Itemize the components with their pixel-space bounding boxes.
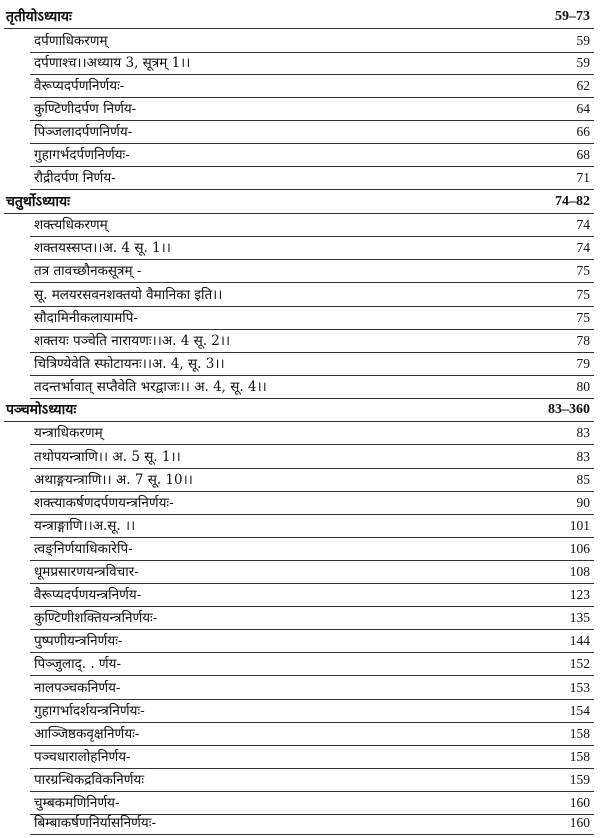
chapter-page-range: 59–73 (555, 9, 590, 24)
entry-page-number: 160 (569, 815, 590, 830)
entry-title: तदन्तर्भावात् सप्तैवेति भरद्वाजः।। अ. 4, सू. 4।। (34, 379, 267, 395)
chapter-heading (0, 191, 600, 214)
entry-page-number: 152 (569, 656, 590, 671)
entry-page-number: 75 (576, 287, 590, 302)
toc-entry (0, 376, 600, 399)
underline-rule (30, 189, 594, 190)
entry-page-number: 144 (569, 633, 590, 648)
entry-title: बिम्बाकर्षणनिर्यासनिर्णयः- (34, 815, 157, 831)
underline-rule (30, 675, 594, 676)
toc-entry (0, 330, 600, 353)
underline-rule (30, 282, 594, 283)
chapter-page-range: 83–360 (548, 402, 590, 417)
chapter-page-range: 74–82 (555, 194, 590, 209)
toc-entry (0, 561, 600, 584)
entry-page-number: 79 (576, 356, 590, 371)
toc-entry (0, 653, 600, 676)
toc-entry (0, 700, 600, 723)
entry-title: तथोपयन्त्राणि।। अ. 5 सू. 1।। (34, 449, 181, 465)
entry-title: वैरूप्यदर्पणनिर्णयः- (34, 78, 125, 94)
entry-title: चित्रिण्येवेति स्फोटायनः।।अ. 4, सू. 3।। (34, 356, 225, 372)
toc-entry (0, 746, 600, 769)
entry-title: पिञ्जुलाद्. . र्णय- (34, 656, 122, 672)
entry-page-number: 66 (576, 124, 590, 139)
entry-page-number: 85 (576, 472, 590, 487)
toc-entry (0, 30, 600, 53)
entry-page-number: 90 (576, 495, 590, 510)
toc-entry (0, 538, 600, 561)
entry-title: वैरूप्यदर्पणयन्त्रनिर्णय- (34, 587, 142, 603)
chapter-heading (0, 399, 600, 422)
entry-title: शक्तयः पञ्चेति नारायणः।।अ. 4 सू. 2।। (34, 333, 231, 349)
toc-entry (0, 167, 600, 190)
chapter-title: पञ्चमोऽध्यायः (6, 402, 77, 418)
entry-page-number: 59 (576, 33, 590, 48)
entry-title: शक्त्यधिकरणम् (34, 217, 108, 233)
entry-title: अथाङ्गयन्त्राणि।। अ. 7 सू. 10।। (34, 472, 193, 488)
entry-title: दर्पणाधिकरणम् (34, 33, 108, 49)
entry-page-number: 74 (576, 240, 590, 255)
toc-entry (0, 584, 600, 607)
entry-title: त्वङ्निर्णयाधिकारेपि- (34, 541, 133, 557)
entry-title: पिञ्जलादर्पणनिर्णय- (34, 124, 133, 140)
toc-entry (0, 284, 600, 307)
entry-page-number: 108 (569, 564, 590, 579)
entry-page-number: 75 (576, 310, 590, 325)
underline-rule (4, 28, 594, 29)
entry-page-number: 75 (576, 263, 590, 278)
entry-title: आञ्जिष्ठकवृक्षनिर्णयः- (34, 726, 140, 742)
chapter-title: चतुर्थोऽध्यायः (6, 194, 70, 210)
entry-title: यन्त्राधिकरणम् (34, 425, 103, 441)
entry-page-number: 71 (576, 170, 590, 185)
entry-page-number: 78 (576, 333, 590, 348)
toc-entry (0, 723, 600, 746)
toc-entry (0, 446, 600, 469)
entry-page-number: 83 (576, 425, 590, 440)
entry-title: गुहागर्भादर्शयन्त्रनिर्णयः- (34, 703, 145, 719)
entry-title: रौद्रीदर्पण निर्णय- (34, 170, 116, 186)
chapter-heading (0, 6, 600, 29)
toc-entry (0, 307, 600, 330)
entry-title: सौदामिनीकलायामपि- (34, 310, 138, 326)
entry-page-number: 64 (576, 101, 590, 116)
entry-page-number: 68 (576, 147, 590, 162)
entry-title: नालपञ्चकनिर्णय- (34, 680, 121, 696)
entry-page-number: 153 (569, 680, 590, 695)
entry-page-number: 62 (576, 78, 590, 93)
entry-page-number: 158 (569, 726, 590, 741)
entry-page-number: 80 (576, 379, 590, 394)
toc-entry (0, 52, 600, 75)
entry-title: पञ्चधारालोहनिर्णय- (34, 749, 131, 765)
entry-page-number: 123 (569, 587, 590, 602)
toc-entry (0, 469, 600, 492)
entry-page-number: 101 (569, 518, 590, 533)
entry-page-number: 160 (569, 795, 590, 810)
entry-title: तत्र तावच्छौनकसूत्रम् - (34, 263, 142, 279)
entry-title: शक्त्याकर्षणदर्पणयन्त्रनिर्णयः- (34, 495, 174, 511)
toc-entry (0, 515, 600, 538)
toc-entry (0, 214, 600, 237)
entry-page-number: 159 (569, 772, 590, 787)
toc-entry (0, 75, 600, 98)
entry-title: चुम्बकमणिनिर्णय- (34, 795, 120, 811)
toc-entry (0, 630, 600, 653)
toc-entry (0, 144, 600, 167)
entry-page-number: 106 (569, 541, 590, 556)
toc-entry (0, 260, 600, 283)
toc-entry (0, 677, 600, 700)
entry-page-number: 154 (569, 703, 590, 718)
entry-page-number: 158 (569, 749, 590, 764)
toc-entry (0, 492, 600, 515)
entry-title: पुष्पणीयन्त्रनिर्णयः- (34, 633, 123, 649)
toc-entry (0, 422, 600, 445)
entry-title: पारग्रन्धिकद्रविकनिर्णयः (34, 772, 145, 788)
underline-rule (30, 444, 594, 445)
toc-entry (0, 237, 600, 260)
entry-page-number: 74 (576, 217, 590, 232)
entry-title: गुहागर्भदर्पणनिर्णयः- (34, 147, 130, 163)
entry-title: शक्तयस्सप्त।।अ. 4 सू. 1।। (34, 240, 171, 256)
entry-title: यन्त्राङ्गाणि।।अ.सू. ।। (34, 518, 136, 534)
entry-title: सू. मलयरसवनशक्तयो वैमानिका इति।। (34, 287, 223, 303)
toc-entry (0, 812, 600, 835)
entry-title: धूमप्रसारणयन्त्रविचार- (34, 564, 139, 580)
entry-title: कुण्टिणीदर्पण निर्णय- (34, 101, 137, 117)
toc-entry (0, 769, 600, 792)
entry-title: दर्पणाश्च।।अध्याय 3, सूत्रम् 1।। (34, 55, 191, 71)
underline-rule (30, 834, 594, 835)
toc-entry (0, 121, 600, 144)
entry-page-number: 83 (576, 449, 590, 464)
entry-page-number: 135 (569, 610, 590, 625)
entry-title: कुण्टिणीशक्तियन्त्रनिर्णयः- (34, 610, 158, 626)
toc-entry (0, 353, 600, 376)
toc-entry (0, 607, 600, 630)
entry-page-number: 59 (576, 55, 590, 70)
chapter-title: तृतीयोऽध्यायः (6, 9, 72, 25)
toc-entry (0, 98, 600, 121)
